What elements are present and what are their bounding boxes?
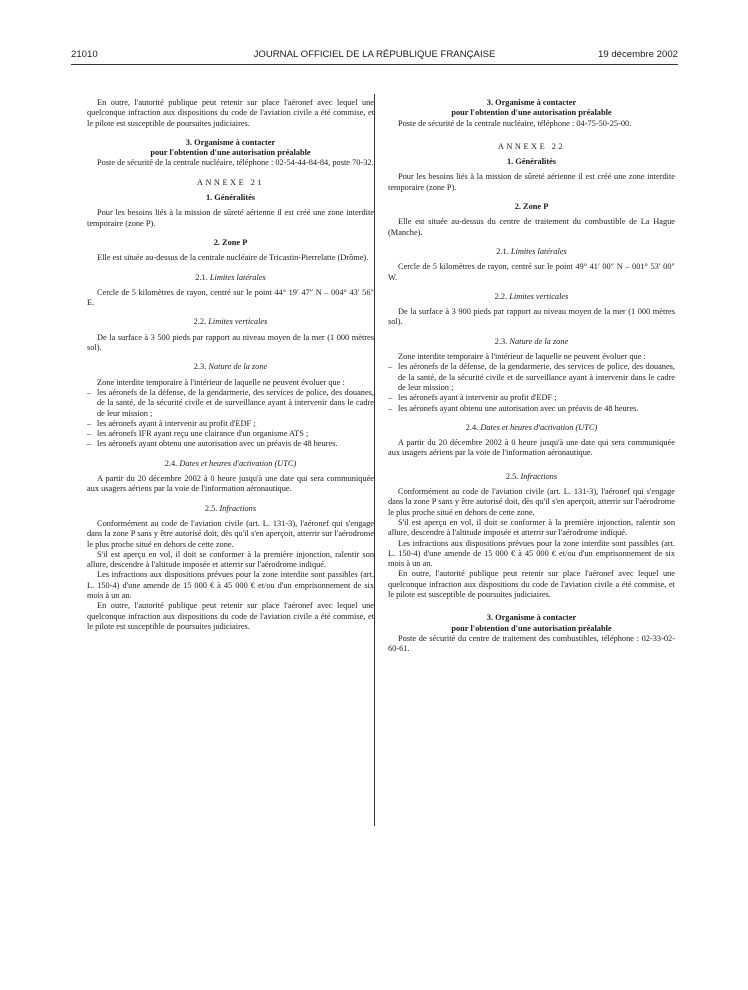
organisme-text: Poste de sécurité de la centrale nucléaire, téléphone : 02-54-44-84-84, poste 70-32. (97, 158, 374, 168)
nature-zone-text: Zone interdite temporaire à l'intérieur de laquelle ne peuvent évoluer que : (398, 352, 646, 362)
generalites-text: Pour les besoins liés à la mission de sûreté aérienne il est créé une zone interdite temporaire (zone P). (388, 172, 675, 192)
limites-laterales-text: Cercle de 5 kilomètres de rayon, centré sur le point 49° 41′ 00″ N – 001° 53′ 00″ W. (388, 262, 675, 282)
section-heading-generalites: 1. Généralités (506, 157, 557, 167)
dates-activation-text: A partir du 20 décembre 2002 à 0 heure jusqu'à une date qui sera communiquée aux usagers aériens par la voie de l'information aéronautique. (388, 438, 675, 458)
infractions-paragraph: Les infractions aux dispositions prévues pour la zone interdite sont passibles (art. L. 150-4) d'une amende de 15 000 € à 45 000 € et/ou d'un emprisonnement de six mois à un an. (388, 538, 675, 569)
nature-zone-list (388, 362, 675, 413)
publication-date: 19 décembre 2002 (597, 49, 678, 60)
section-heading-organisme: 3. Organisme à contacter (486, 613, 577, 623)
section-heading-infractions: 2.5. Infractions (505, 471, 558, 481)
list-item: – les aéronefs ayant à intervenir au profit d'EDF ; (87, 419, 374, 429)
infractions-paragraph: En outre, l'autorité publique peut retenir sur place l'aéronef avec lequel une quelconque infraction aux dispositions du code de l'aviation civile a été commise, et le pilote est susceptible de poursuites judiciaires. (388, 569, 675, 599)
section-subheading-organisme: pour l'obtention d'une autorisation préalable (451, 108, 612, 118)
page-number: 21010 (71, 49, 98, 60)
list-item: – les aéronefs ayant obtenu une autorisation avec un préavis de 48 heures. (388, 404, 675, 414)
section-heading-generalites: 1. Généralités (205, 193, 256, 203)
journal-title: JOURNAL OFFICIEL DE LA RÉPUBLIQUE FRANÇAISE (253, 49, 496, 60)
section-heading-zone-p: 2. Zone P (514, 202, 549, 212)
infractions-paragraph: Conformément au code de l'aviation civile (art. L. 131-3), l'aéronef qui s'engage dans la zone P sans y être autorisé doit, dès qu'il s'en aperçoit, atterrir sur l'aérodrome le plus proche situé en dehors de cette zone. (87, 518, 374, 549)
section-heading-zone-p: 2. Zone P (213, 237, 248, 247)
annex-title: ANNEXE 21 (196, 177, 265, 187)
organisme-text: Poste de sécurité du centre de traitement des combustibles, téléphone : 02-33-02-60-61. (388, 633, 675, 654)
page-header (71, 49, 678, 63)
limites-verticales-text: De la surface à 3 500 pieds par rapport au niveau moyen de la mer (1 000 mètres sol). (87, 332, 374, 353)
dates-activation-text: A partir du 20 décembre 2002 à 0 heure jusqu'à une date qui sera communiquée aux usagers aériens par la voie de l'information aéronautique. (87, 474, 374, 494)
list-item: – les aéronefs ayant obtenu une autorisation avec un préavis de 48 heures. (87, 439, 374, 449)
infractions-paragraph: Conformément au code de l'aviation civile (art. L. 131-3), l'aéronef qui s'engage dans la zone P sans y être autorisé doit, dès qu'il s'en aperçoit, atterrir sur l'aérodrome le plus proche situé en dehors de cette zone. (388, 487, 675, 517)
infractions-paragraph: Les infractions aux dispositions prévues pour la zone interdite sont passibles (art. L. 150-4) d'une amende de 15 000 € à 45 000 € et/ou d'un emprisonnement de six mois à un an. (87, 570, 374, 600)
section-heading-limites-laterales: 2.1. Limites latérales (195, 272, 266, 282)
nature-zone-text: Zone interdite temporaire à l'intérieur de laquelle ne peuvent évoluer que : (97, 377, 345, 387)
section-subheading-organisme: pour l'obtention d'une autorisation préalable (451, 623, 612, 633)
left-column (87, 98, 374, 632)
section-heading-nature-zone: 2.3. Nature de la zone (494, 336, 569, 346)
list-item: – les aéronefs IFR ayant reçu une clairance d'un organisme ATS ; (87, 429, 374, 439)
zone-p-text: Elle est située au-dessus du centre de traitement du combustible de La Hague (Manche). (388, 217, 675, 237)
generalites-text: Pour les besoins liés à la mission de sûreté aérienne il est créé une zone interdite temporaire (zone P). (87, 208, 374, 228)
header-rule (71, 64, 678, 65)
annex-title: ANNEXE 22 (497, 141, 566, 151)
infractions-paragraph: S'il est aperçu en vol, il doit se conformer à la première injonction, ralentir son allure, descendre à l'altitude imposée et atterrir sur l'aérodrome indiqué. (87, 549, 374, 570)
organisme-text: Poste de sécurité de la centrale nucléaire, téléphone : 04-75-50-25-00. (398, 118, 632, 128)
limites-verticales-text: De la surface à 3 900 pieds par rapport au niveau moyen de la mer (1 000 mètres sol). (388, 307, 675, 327)
section-heading-limites-verticales: 2.2. Limites verticales (494, 291, 569, 301)
section-heading-organisme: 3. Organisme à contacter (486, 98, 577, 107)
zone-p-text: Elle est située au-dessus de la centrale nucléaire de Tricastin-Pierrelatte (Drôme). (97, 253, 369, 263)
column-separator (374, 94, 375, 826)
section-heading-organisme: 3. Organisme à contacter (185, 137, 276, 147)
section-heading-dates-activation: 2.4. Dates et heures d'activation (UTC) (164, 458, 297, 468)
infractions-paragraph: S'il est aperçu en vol, il doit se conformer à la première injonction, ralentir son allure, descendre à l'altitude imposée et atterrir sur l'aérodrome indiqué. (388, 517, 675, 538)
right-column (388, 98, 675, 654)
section-subheading-organisme: pour l'obtention d'une autorisation préalable (150, 148, 311, 158)
infractions-paragraph: En outre, l'autorité publique peut retenir sur place l'aéronef avec lequel une quelconque infraction aux dispositions du code de l'aviation civile a été commise, et le pilote est susceptible de poursuites judiciaires. (87, 601, 374, 631)
intro-paragraph: En outre, l'autorité publique peut retenir sur place l'aéronef avec lequel une quelconque infraction aux dispositions du code de l'aviation civile a été commise, et le pilote est susceptible de poursuites judiciaires. (87, 98, 374, 128)
section-heading-limites-laterales: 2.1. Limites latérales (496, 246, 567, 256)
list-item: – les aéronefs de la défense, de la gendarmerie, des services de police, des douanes, de la santé, de la sécurité civile et de surveillance ayant à intervenir dans le cadre de leur mission ; (87, 388, 374, 419)
section-heading-dates-activation: 2.4. Dates et heures d'activation (UTC) (465, 422, 598, 432)
section-heading-infractions: 2.5. Infractions (204, 503, 257, 513)
nature-zone-list (87, 388, 374, 450)
list-item: – les aéronefs ayant à intervenir au profit d'EDF ; (388, 393, 675, 403)
limites-laterales-text: Cercle de 5 kilomètres de rayon, centré sur le point 44° 19′ 47″ N – 004° 43′ 56″ E. (87, 287, 374, 308)
section-heading-limites-verticales: 2.2. Limites verticales (193, 317, 268, 327)
section-heading-nature-zone: 2.3. Nature de la zone (193, 362, 268, 372)
list-item: – les aéronefs de la défense, de la gendarmerie, des services de police, des douanes, de la santé, de la sécurité civile et de surveillance ayant à intervenir dans le cadre de leur mission ; (388, 362, 675, 393)
